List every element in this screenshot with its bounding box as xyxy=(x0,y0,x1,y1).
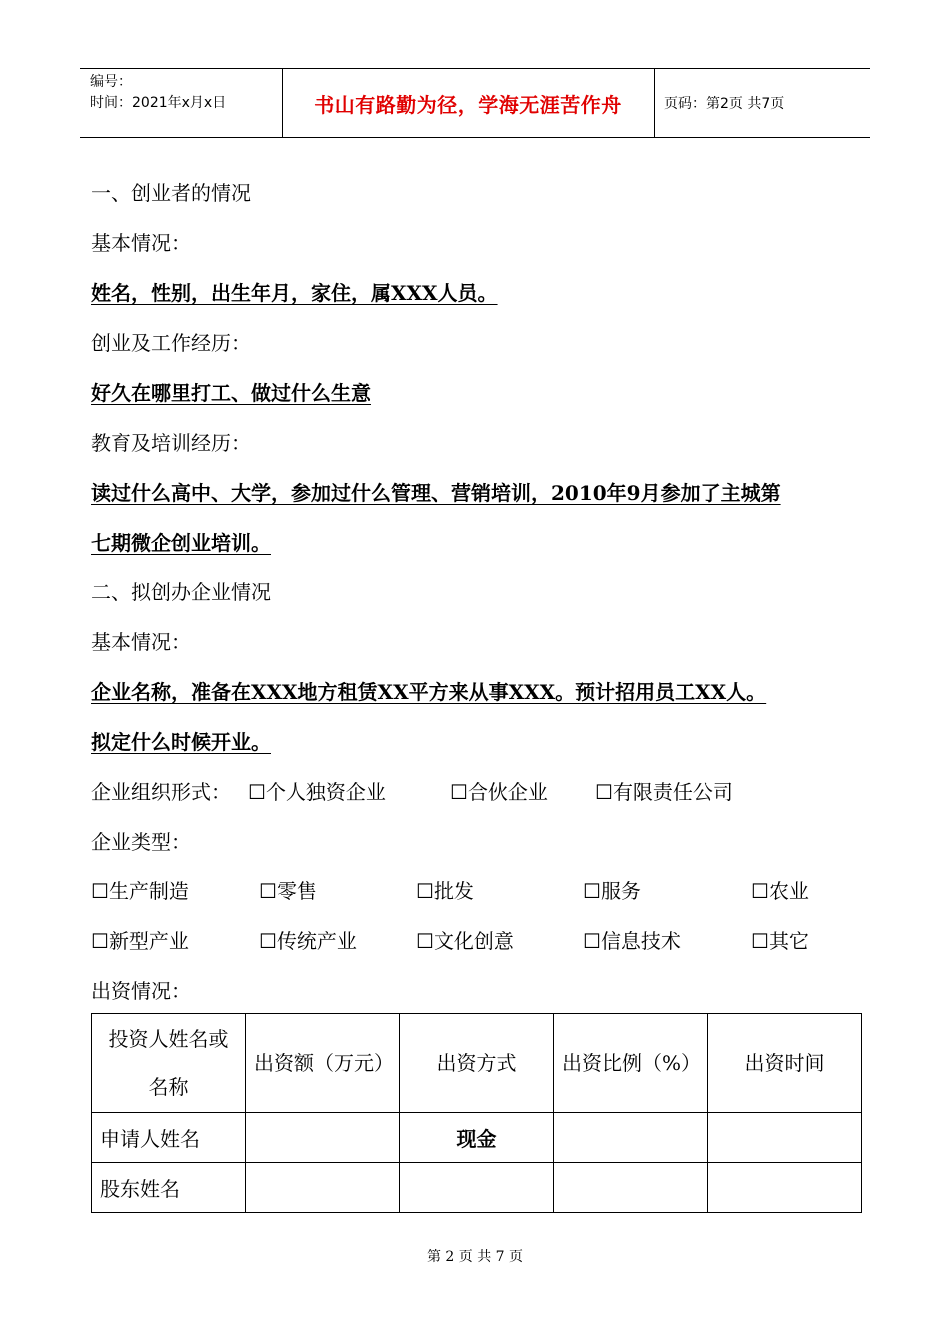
basic-info-label: 基本情况： xyxy=(91,231,191,255)
table-cell[interactable] xyxy=(554,1113,708,1163)
org-option-limited-company[interactable]: ☐有限责任公司 xyxy=(595,780,733,804)
table-cell[interactable] xyxy=(708,1113,862,1163)
header-time: 出资时间 xyxy=(708,1014,862,1113)
header-amount: 出资额（万元） xyxy=(246,1014,400,1113)
checkbox-icon[interactable]: ☐ xyxy=(259,879,277,903)
education-value-line2: 七期微企创业培训。 xyxy=(91,531,271,555)
type-option-manufacturing[interactable]: ☐生产制造 xyxy=(91,879,189,903)
table-header-row xyxy=(92,1014,862,1113)
checkbox-icon[interactable]: ☐ xyxy=(416,929,434,953)
org-option-partnership[interactable]: ☐合伙企业 xyxy=(450,780,548,804)
checkbox-icon[interactable]: ☐ xyxy=(91,929,109,953)
serial-number-label: 编号： xyxy=(90,74,132,90)
table-row xyxy=(92,1113,862,1163)
enterprise-basic-label: 基本情况： xyxy=(91,630,191,654)
header-divider xyxy=(654,69,655,137)
checkbox-icon[interactable]: ☐ xyxy=(583,929,601,953)
checkbox-icon[interactable]: ☐ xyxy=(91,879,109,903)
work-history-label: 创业及工作经历： xyxy=(91,331,251,355)
type-option-cultural-creative[interactable]: ☐文化创意 xyxy=(416,929,514,953)
header-method: 出资方式 xyxy=(400,1014,554,1113)
enterprise-basic-value-line2: 拟定什么时候开业。 xyxy=(91,730,271,754)
education-value-line1: 读过什么高中、大学，参加过什么管理、营销培训，2010年9月参加了主城第 xyxy=(91,481,781,505)
type-option-information-technology[interactable]: ☐信息技术 xyxy=(583,929,681,953)
type-option-agriculture[interactable]: ☐农业 xyxy=(751,879,809,903)
table-cell[interactable]: 现金 xyxy=(400,1113,554,1163)
checkbox-icon[interactable]: ☐ xyxy=(259,929,277,953)
page-code: 页码：第2页 共7页 xyxy=(664,96,785,112)
investment-label: 出资情况： xyxy=(91,979,191,1003)
date-line: 时间：2021年x月x日 xyxy=(90,95,227,111)
checkbox-icon[interactable]: ☐ xyxy=(595,780,613,804)
header-investor-name: 投资人姓名或名称 xyxy=(92,1014,246,1113)
header-meta xyxy=(90,72,226,114)
education-label: 教育及培训经历： xyxy=(91,431,251,455)
header-motto: 书山有路勤为径，学海无涯苦作舟 xyxy=(314,92,622,117)
checkbox-icon[interactable]: ☐ xyxy=(751,929,769,953)
header-ratio: 出资比例（%） xyxy=(554,1014,708,1113)
table-cell[interactable] xyxy=(708,1163,862,1213)
table-cell[interactable]: 申请人姓名 xyxy=(92,1113,246,1163)
checkbox-icon[interactable]: ☐ xyxy=(248,780,266,804)
enterprise-type-label: 企业类型： xyxy=(91,830,191,854)
checkbox-icon[interactable]: ☐ xyxy=(751,879,769,903)
table-cell[interactable] xyxy=(400,1163,554,1213)
checkbox-icon[interactable]: ☐ xyxy=(583,879,601,903)
table-row xyxy=(92,1163,862,1213)
org-option-sole-proprietorship[interactable]: ☐个人独资企业 xyxy=(248,780,386,804)
basic-info-value: 姓名，性别，出生年月，家住，属XXX人员。 xyxy=(91,281,498,305)
investment-table xyxy=(91,1013,862,1213)
section2-title: 二、拟创办企业情况 xyxy=(91,580,271,604)
section1-title: 一、创业者的情况 xyxy=(91,181,251,205)
table-cell[interactable] xyxy=(246,1163,400,1213)
type-option-service[interactable]: ☐服务 xyxy=(583,879,641,903)
type-option-traditional-industry[interactable]: ☐传统产业 xyxy=(259,929,357,953)
org-form-label: 企业组织形式： xyxy=(91,780,231,804)
table-cell[interactable] xyxy=(554,1163,708,1213)
type-option-retail[interactable]: ☐零售 xyxy=(259,879,317,903)
type-option-other[interactable]: ☐其它 xyxy=(751,929,809,953)
enterprise-basic-value-line1: 企业名称，准备在XXX地方租赁XX平方来从事XXX。预计招用员工XX人。 xyxy=(91,680,767,704)
type-option-new-industry[interactable]: ☐新型产业 xyxy=(91,929,189,953)
table-cell[interactable] xyxy=(246,1113,400,1163)
page-footer: 第 2 页 共 7 页 xyxy=(426,1249,524,1265)
table-cell[interactable]: 股东姓名 xyxy=(92,1163,246,1213)
checkbox-icon[interactable]: ☐ xyxy=(416,879,434,903)
page-header xyxy=(80,68,870,138)
checkbox-icon[interactable]: ☐ xyxy=(450,780,468,804)
type-option-wholesale[interactable]: ☐批发 xyxy=(416,879,474,903)
work-history-value: 好久在哪里打工、做过什么生意 xyxy=(91,381,371,405)
